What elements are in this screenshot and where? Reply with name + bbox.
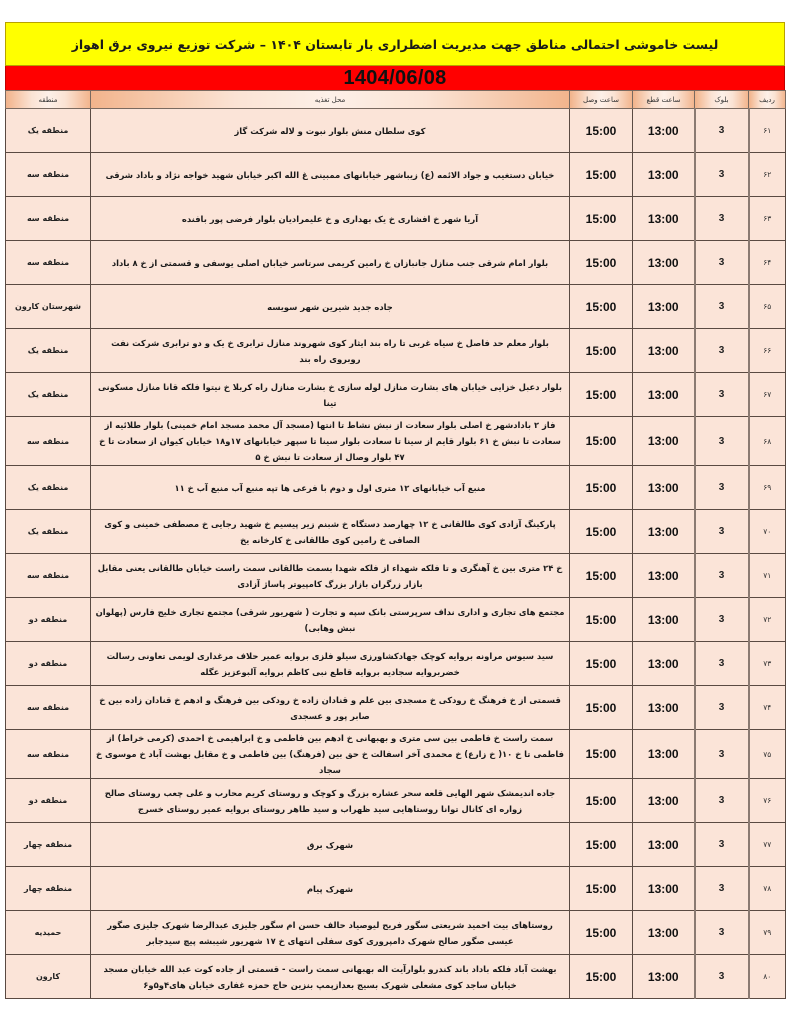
location-cell: جاده جدید شیرین شهر سویسه bbox=[91, 285, 570, 329]
location-cell: شهرک پیام bbox=[91, 867, 570, 911]
block-cell: 3 bbox=[695, 153, 749, 197]
blackout-schedule-sheet bbox=[5, 22, 785, 999]
block-cell: 3 bbox=[695, 823, 749, 867]
table-header-row bbox=[6, 91, 786, 109]
location-cell: جاده اندیمشک شهر الهایی قلعه سحر عشاره بزرگ و کوچک و روستای کریم محارب و علی چعب روستای صالح زواره ای کانال توانا روستاهایی سید ظهراب و سید طاهر روستای بروایه عمیر روستای خسرج bbox=[91, 779, 570, 823]
region-cell: منطقه چهار bbox=[6, 867, 91, 911]
row-number-cell: ۶۲ bbox=[749, 153, 786, 197]
row-number-cell: ۷۰ bbox=[749, 510, 786, 554]
table-row bbox=[6, 730, 786, 779]
row-number-cell: ۷۴ bbox=[749, 686, 786, 730]
connect-time-cell: 15:00 bbox=[570, 554, 633, 598]
connect-time-cell: 15:00 bbox=[570, 779, 633, 823]
table-row bbox=[6, 642, 786, 686]
block-cell: 3 bbox=[695, 686, 749, 730]
row-number-cell: ۷۱ bbox=[749, 554, 786, 598]
cut-time-cell: 13:00 bbox=[633, 911, 695, 955]
cut-time-cell: 13:00 bbox=[633, 241, 695, 285]
table-row bbox=[6, 197, 786, 241]
block-cell: 3 bbox=[695, 109, 749, 153]
cut-time-cell: 13:00 bbox=[633, 510, 695, 554]
block-cell: 3 bbox=[695, 642, 749, 686]
row-number-cell: ۶۸ bbox=[749, 417, 786, 466]
region-cell: حمیدیه bbox=[6, 911, 91, 955]
cut-time-cell: 13:00 bbox=[633, 109, 695, 153]
connect-time-cell: 15:00 bbox=[570, 867, 633, 911]
connect-time-cell: 15:00 bbox=[570, 955, 633, 999]
table-row bbox=[6, 779, 786, 823]
row-number-cell: ۷۹ bbox=[749, 911, 786, 955]
connect-time-cell: 15:00 bbox=[570, 373, 633, 417]
row-number-cell: ۶۵ bbox=[749, 285, 786, 329]
region-cell: منطقه سه bbox=[6, 241, 91, 285]
table-row bbox=[6, 554, 786, 598]
region-cell: شهرستان کارون bbox=[6, 285, 91, 329]
row-number-cell: ۶۶ bbox=[749, 329, 786, 373]
location-cell: فاز ۲ بادادشهر خ اصلی بلوار سعادت از نبش نشاط تا انتها (مسجد آل محمد مسجد امام خمینی) بلوار طلائیه از سعادت تا نبش خ ۶۱ بلوار قایم از سینا تا سعادت بلوار سینا تا سپهر خیابانهای ۱۷و۱۸ خیابان کیوان از سعادت تا خ ۴۷ بلوار وصال از سعادت تا نبش خ ۵ bbox=[91, 417, 570, 466]
cut-time-cell: 13:00 bbox=[633, 554, 695, 598]
column-header-block: بلوک bbox=[695, 91, 749, 109]
block-cell: 3 bbox=[695, 373, 749, 417]
block-cell: 3 bbox=[695, 466, 749, 510]
location-cell: بلوار امام شرقی جنب منازل جانبازان خ رامین کریمی سرتاسر خیابان اصلی یوسفی و قسمتی از خ ۸ باداد bbox=[91, 241, 570, 285]
connect-time-cell: 15:00 bbox=[570, 686, 633, 730]
title-banner bbox=[5, 22, 785, 66]
connect-time-cell: 15:00 bbox=[570, 823, 633, 867]
table-row bbox=[6, 867, 786, 911]
row-number-cell: ۶۹ bbox=[749, 466, 786, 510]
location-cell: شهرک برق bbox=[91, 823, 570, 867]
cut-time-cell: 13:00 bbox=[633, 779, 695, 823]
block-cell: 3 bbox=[695, 867, 749, 911]
block-cell: 3 bbox=[695, 417, 749, 466]
column-header-row: ردیف bbox=[749, 91, 786, 109]
row-number-cell: ۷۳ bbox=[749, 642, 786, 686]
row-number-cell: ۶۱ bbox=[749, 109, 786, 153]
cut-time-cell: 13:00 bbox=[633, 466, 695, 510]
connect-time-cell: 15:00 bbox=[570, 911, 633, 955]
block-cell: 3 bbox=[695, 598, 749, 642]
cut-time-cell: 13:00 bbox=[633, 955, 695, 999]
cut-time-cell: 13:00 bbox=[633, 867, 695, 911]
row-number-cell: ۶۷ bbox=[749, 373, 786, 417]
region-cell: منطقه یک bbox=[6, 510, 91, 554]
cut-time-cell: 13:00 bbox=[633, 417, 695, 466]
table-row bbox=[6, 955, 786, 999]
location-cell: منبع آب خیابانهای ۱۲ متری اول و دوم با فرعی ها تپه منبع آب منبع آب خ ۱۱ bbox=[91, 466, 570, 510]
location-cell: خیابان دستغیب و جواد الائمه (ع) زیباشهر خیابانهای ممبینی غ الله اکبر خیابان شهید خواجه نژاد و باداد شرقی bbox=[91, 153, 570, 197]
region-cell: منطقه چهار bbox=[6, 823, 91, 867]
row-number-cell: ۷۷ bbox=[749, 823, 786, 867]
region-cell: منطقه یک bbox=[6, 466, 91, 510]
block-cell: 3 bbox=[695, 241, 749, 285]
row-number-cell: ۷۸ bbox=[749, 867, 786, 911]
connect-time-cell: 15:00 bbox=[570, 417, 633, 466]
connect-time-cell: 15:00 bbox=[570, 466, 633, 510]
connect-time-cell: 15:00 bbox=[570, 197, 633, 241]
location-cell: کوی سلطان منش بلوار نبوت و لاله شرکت گاز bbox=[91, 109, 570, 153]
region-cell: منطقه دو bbox=[6, 642, 91, 686]
block-cell: 3 bbox=[695, 911, 749, 955]
table-row bbox=[6, 823, 786, 867]
cut-time-cell: 13:00 bbox=[633, 642, 695, 686]
column-header-cut-time: ساعت قطع bbox=[633, 91, 695, 109]
cut-time-cell: 13:00 bbox=[633, 730, 695, 779]
region-cell: منطقه سه bbox=[6, 197, 91, 241]
block-cell: 3 bbox=[695, 554, 749, 598]
region-cell: منطقه یک bbox=[6, 109, 91, 153]
table-row bbox=[6, 285, 786, 329]
region-cell: منطقه دو bbox=[6, 598, 91, 642]
cut-time-cell: 13:00 bbox=[633, 686, 695, 730]
connect-time-cell: 15:00 bbox=[570, 153, 633, 197]
connect-time-cell: 15:00 bbox=[570, 730, 633, 779]
cut-time-cell: 13:00 bbox=[633, 153, 695, 197]
cut-time-cell: 13:00 bbox=[633, 329, 695, 373]
connect-time-cell: 15:00 bbox=[570, 510, 633, 554]
block-cell: 3 bbox=[695, 955, 749, 999]
block-cell: 3 bbox=[695, 329, 749, 373]
connect-time-cell: 15:00 bbox=[570, 598, 633, 642]
table-row bbox=[6, 109, 786, 153]
cut-time-cell: 13:00 bbox=[633, 598, 695, 642]
region-cell: منطقه سه bbox=[6, 730, 91, 779]
cut-time-cell: 13:00 bbox=[633, 197, 695, 241]
connect-time-cell: 15:00 bbox=[570, 285, 633, 329]
column-header-connect-time: ساعت وصل bbox=[570, 91, 633, 109]
date-banner bbox=[5, 66, 785, 90]
location-cell: روستاهای بیت احمید شریعتی سگور فریح لیوصیاد حالف حسن ام سگور جلیزی عبدالرضا شهرک جلیزی صگور عیسی صگور صالح شهرک دامپروری کوی سفلی انتهای خ ۱۷ شهریور شیبشه پیچ سیدجابر bbox=[91, 911, 570, 955]
table-row bbox=[6, 911, 786, 955]
region-cell: منطقه سه bbox=[6, 417, 91, 466]
region-cell: کارون bbox=[6, 955, 91, 999]
table-row bbox=[6, 329, 786, 373]
location-cell: بلوار معلم حد فاصل خ سیاه غربی تا راه بند ایثار کوی شهروند منازل ترابری خ یک و دو ترابری شرکت نفت روبروی راه بند bbox=[91, 329, 570, 373]
location-cell: آریا شهر خ افشاری خ یک بهداری و خ علیمرادیان بلوار فرضی پور بافنده bbox=[91, 197, 570, 241]
table-row bbox=[6, 153, 786, 197]
connect-time-cell: 15:00 bbox=[570, 329, 633, 373]
cut-time-cell: 13:00 bbox=[633, 373, 695, 417]
location-cell: خ ۲۴ متری بین خ آهنگری و تا فلکه شهداء از فلکه شهدا بسمت طالقانی سمت راست خیابان طالقانی یعنی مقابل بازار زرگران بازار بزرگ کامپیوتر پاساژ آزادی bbox=[91, 554, 570, 598]
location-cell: سمت راست خ فاطمی بین سی متری و بهبهانی خ ادهم بین فاطمی و خ ابراهیمی خ احمدی (کرمی خراط) از فاطمی تا خ ۱۰( خ زارع) خ محمدی آخر اسفالت خ حق بین (فرهنگ) بین فاطمی و خ مقابل بهشت آباد خ موسوی خ سجاد bbox=[91, 730, 570, 779]
block-cell: 3 bbox=[695, 285, 749, 329]
table-row bbox=[6, 598, 786, 642]
cut-time-cell: 13:00 bbox=[633, 285, 695, 329]
location-cell: بلوار دعبل خزایی خیابان های بشارت منازل لوله سازی خ بشارت منازل راه کربلا خ نیتوا فلکه قانا منازل مسکونی تینا bbox=[91, 373, 570, 417]
page-title: لیست خاموشی احتمالی مناطق جهت مدیریت اضطراری بار تابستان ۱۴۰۴ – شرکت توزیع نیروی برق اهواز bbox=[71, 36, 719, 52]
block-cell: 3 bbox=[695, 779, 749, 823]
block-cell: 3 bbox=[695, 510, 749, 554]
schedule-table bbox=[5, 90, 786, 999]
row-number-cell: ۷۶ bbox=[749, 779, 786, 823]
block-cell: 3 bbox=[695, 197, 749, 241]
schedule-date: 1404/06/08 bbox=[343, 66, 447, 89]
block-cell: 3 bbox=[695, 730, 749, 779]
location-cell: قسمتی از خ فرهنگ خ رودکی خ مسجدی بین علم و قنادان زاده خ رودکی بین فرهنگ و ادهم خ قنادان زاده بین خ صابر پور و عسجدی bbox=[91, 686, 570, 730]
row-number-cell: ۷۵ bbox=[749, 730, 786, 779]
row-number-cell: ۶۳ bbox=[749, 197, 786, 241]
connect-time-cell: 15:00 bbox=[570, 642, 633, 686]
region-cell: منطقه سه bbox=[6, 554, 91, 598]
region-cell: منطقه سه bbox=[6, 686, 91, 730]
region-cell: منطقه یک bbox=[6, 329, 91, 373]
location-cell: بهشت آباد فلکه باداد باند کندرو بلوارآیت اله بهبهانی سمت راست - قسمتی از جاده کوت عبد الله خیابان مسجد خیابان ساجد کوی مشعلی شهرک بسیج بعدازپمپ بنزین حاج حمزه غفاری خیابان های۴و۵و۶ bbox=[91, 955, 570, 999]
cut-time-cell: 13:00 bbox=[633, 823, 695, 867]
region-cell: منطقه دو bbox=[6, 779, 91, 823]
location-cell: سید سیوس مراونه بروایه کوچک جهادکشاورزی سیلو فلزی بروایه عمیر حلاف مرغداری لویمی تعاونی رسالت خضربروایه سجادیه بروایه قاطع نبی کاظم بروایه آلبوعزیز عگله bbox=[91, 642, 570, 686]
region-cell: منطقه سه bbox=[6, 153, 91, 197]
column-header-location: محل تغذیه bbox=[91, 91, 570, 109]
table-row bbox=[6, 373, 786, 417]
connect-time-cell: 15:00 bbox=[570, 109, 633, 153]
column-header-region: منطقه bbox=[6, 91, 91, 109]
row-number-cell: ۶۴ bbox=[749, 241, 786, 285]
location-cell: مجتمع های تجاری و اداری نداف سرپرستی بانک سپه و تجارت ( شهریور شرقی) مجتمع تجاری خلیج فارس (پهلوان نبش وهابی) bbox=[91, 598, 570, 642]
connect-time-cell: 15:00 bbox=[570, 241, 633, 285]
table-row bbox=[6, 466, 786, 510]
table-row bbox=[6, 510, 786, 554]
row-number-cell: ۸۰ bbox=[749, 955, 786, 999]
table-row bbox=[6, 417, 786, 466]
table-row bbox=[6, 686, 786, 730]
row-number-cell: ۷۲ bbox=[749, 598, 786, 642]
table-row bbox=[6, 241, 786, 285]
region-cell: منطقه یک bbox=[6, 373, 91, 417]
location-cell: پارکینگ آزادی کوی طالقانی خ ۱۲ چهارصد دستگاه خ شبنم زیر پیسیم خ شهید رجایی خ مصطفی خمینی و کوی الصافی خ رامین کوی طالقانی خ کارخانه یخ bbox=[91, 510, 570, 554]
